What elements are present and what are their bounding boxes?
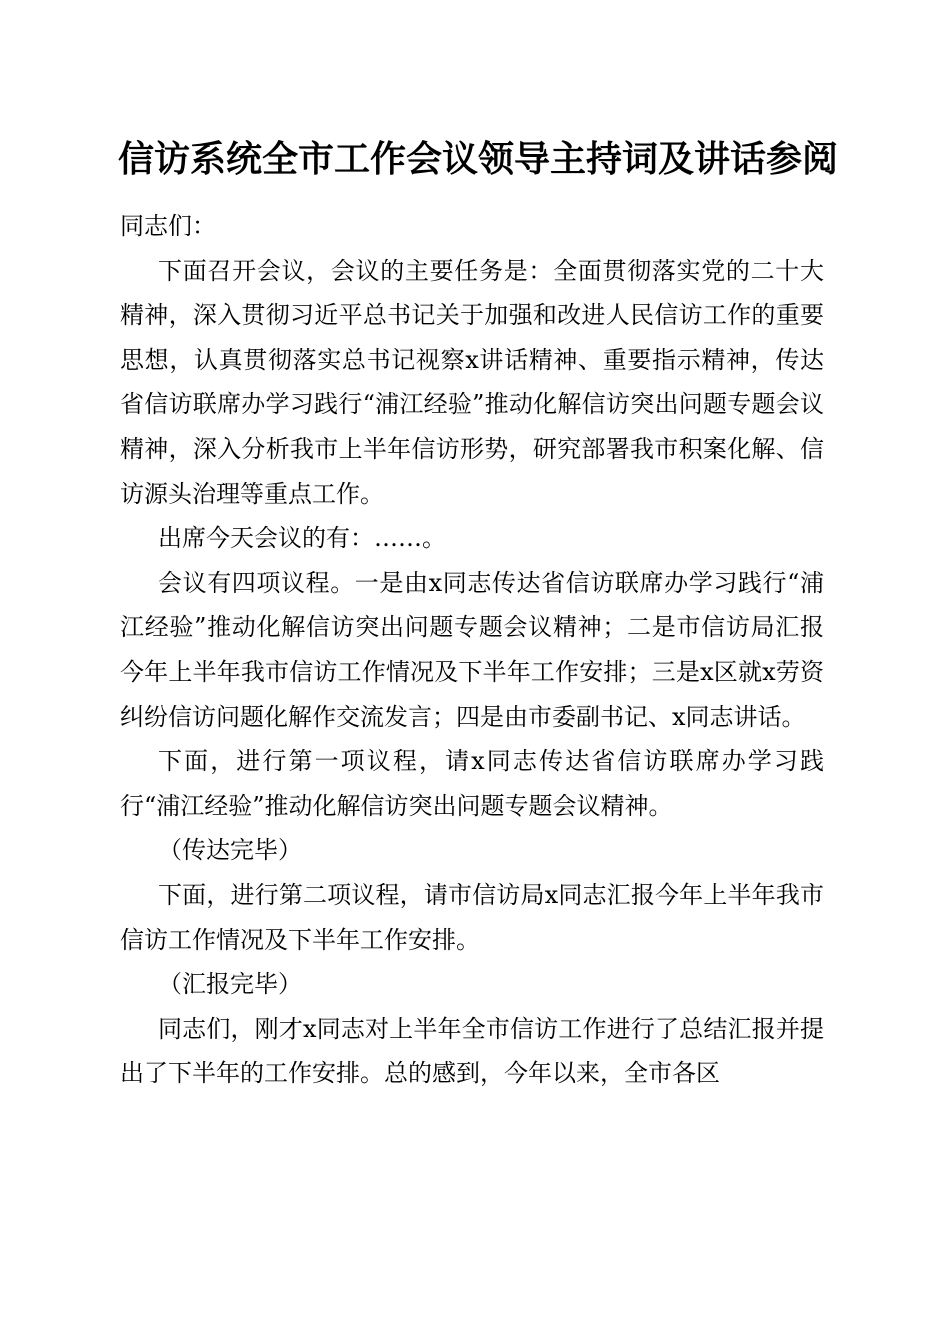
paragraph-summary: 同志们，刚才x同志对上半年全市信访工作进行了总结汇报并提出了下半年的工作安排。总的感到，今年以来，全市各区 <box>120 1014 824 1088</box>
paragraph-agenda: 会议有四项议程。一是由x同志传达省信访联席办学习践行“浦江经验”推动化解信访突出问题专题会议精神；二是市信访局汇报今年上半年我市信访工作情况及下半年工作安排；三是x区就x劳资纠纷信访问题化解作交流发言；四是由市委副书记、x同志讲话。 <box>120 568 824 731</box>
greeting-line: 同志们： <box>120 212 216 240</box>
paragraph-report-done: （汇报完毕） <box>158 970 302 999</box>
paragraph-attendees: 出席今天会议的有：……。 <box>158 524 446 553</box>
document-body <box>120 204 824 1096</box>
paragraph-first-item: 下面，进行第一项议程，请x同志传达省信访联席办学习践行“浦江经验”推动化解信访突出问题专题会议精神。 <box>120 747 824 820</box>
paragraph-relay-done: （传达完毕） <box>158 836 302 865</box>
paragraph-meeting-tasks: 下面召开会议，会议的主要任务是：全面贯彻落实党的二十大精神，深入贯彻习近平总书记关于加强和改进人民信访工作的重要思想，认真贯彻落实总书记视察x讲话精神、重要指示精神，传达省信访联席办学习践行“浦江经验”推动化解信访突出问题专题会议精神，深入分析我市上半年信访形势，研究部署我市积案化解、信访源头治理等重点工作。 <box>120 256 824 508</box>
paragraph-second-item: 下面，进行第二项议程，请市信访局x同志汇报今年上半年我市信访工作情况及下半年工作安排。 <box>120 880 824 954</box>
document-title: 信访系统全市工作会议领导主持词及讲话参阅 <box>118 138 839 180</box>
